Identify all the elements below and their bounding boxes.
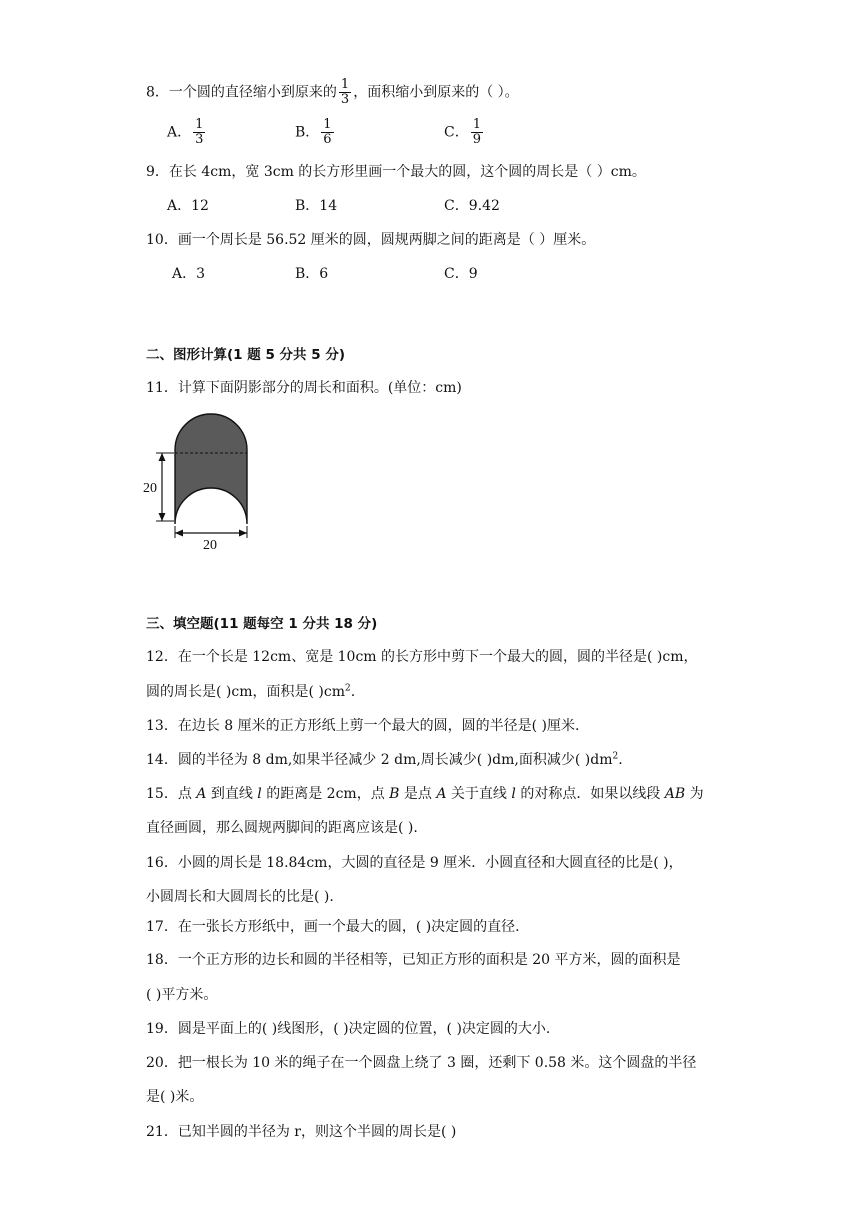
q8-option-c-fraction	[471, 118, 483, 147]
q8-fraction-numerator: 1	[340, 77, 350, 92]
shaded-region	[175, 414, 247, 524]
q8-option-b[interactable]	[295, 118, 336, 147]
question-20-line-2: 是( )米。	[146, 1089, 204, 1105]
q12-line-2-end: .	[350, 684, 356, 700]
q14-superscript: 2	[612, 751, 619, 762]
question-14	[146, 750, 623, 770]
q14-end: .	[618, 752, 623, 768]
q8-option-c-denominator: 9	[472, 132, 481, 147]
q8-fraction-denominator: 3	[340, 92, 350, 107]
q15-text-c: 的距离是 2cm，点	[261, 786, 390, 802]
q8-option-b-label: B．	[295, 124, 320, 141]
question-18-line-2: ( )平方米。	[146, 987, 218, 1003]
q12-line-2-text: 圆的周长是( )cm，面积是( )cm	[146, 684, 345, 700]
q15-text-b: 到直线	[206, 786, 258, 802]
width-label: 20	[203, 538, 217, 553]
q15-segment-ab: AB	[664, 786, 686, 802]
q10-option-c[interactable]: C．9	[444, 266, 478, 282]
q12-superscript: 2	[344, 683, 351, 694]
height-label: 20	[143, 481, 157, 496]
q8-text-pre: 一个圆的直径缩小到原来的	[168, 84, 337, 101]
question-11: 11．计算下面阴影部分的周长和面积。(单位：cm)	[146, 380, 462, 396]
q8-option-c-numerator: 1	[472, 117, 481, 132]
q9-option-c[interactable]: C．9.42	[444, 198, 500, 214]
q8-text-post: ，面积缩小到原来的（ ）。	[353, 84, 519, 101]
q15-text-d: 是点	[399, 786, 437, 802]
question-17: 17．在一张长方形纸中，画一个最大的圆，( )决定圆的直径.	[146, 919, 520, 935]
question-16-line-2: 小圆周长和大圆周长的比是( ).	[146, 889, 334, 905]
question-10: 10．画一个周长是 56.52 厘米的圆，圆规两脚之间的距离是（ ）厘米。	[146, 232, 596, 248]
q8-option-c-label: C．	[444, 124, 469, 141]
question-15-line-1	[146, 784, 704, 804]
q15-text-g: 为	[685, 786, 704, 802]
q10-option-b[interactable]: B．6	[295, 266, 329, 282]
section-2-title: 二、图形计算(1 题 5 分共 5 分)	[146, 347, 346, 363]
question-9: 9．在长 4cm，宽 3cm 的长方形里画一个最大的圆，这个圆的周长是（ ）cm。	[146, 164, 646, 180]
section-3-title: 三、填空题(11 题每空 1 分共 18 分)	[146, 616, 378, 632]
q8-option-b-fraction	[321, 118, 333, 147]
question-19: 19．圆是平面上的( )线图形，( )决定圆的位置，( )决定圆的大小.	[146, 1021, 551, 1037]
width-arrow-left	[175, 530, 183, 537]
shaded-figure	[140, 408, 260, 553]
q8-option-c[interactable]	[444, 118, 485, 147]
question-12-line-1: 12．在一个长是 12cm、宽是 10cm 的长方形中剪下一个最大的圆，圆的半径是( )cm，	[146, 649, 698, 665]
height-arrow-top	[159, 453, 166, 461]
q15-point-a-2: A	[436, 786, 447, 802]
question-20-line-1: 20．把一根长为 10 米的绳子在一个圆盘上绕了 3 圈，还剩下 0.58 米。这个圆盘的半径	[146, 1055, 697, 1071]
q15-line-l: l	[257, 786, 262, 802]
q15-point-b: B	[389, 786, 400, 802]
q8-option-b-numerator: 1	[323, 117, 332, 132]
question-15-line-2: 直径画圆，那么圆规两脚间的距离应该是( ).	[146, 820, 418, 836]
q15-text-e: 关于直线	[446, 786, 512, 802]
q8-fraction	[339, 78, 351, 107]
q14-text: 14．圆的半径为 8 dm,如果半径减少 2 dm,周长减少( )dm,面积减少( )dm	[146, 752, 613, 768]
q15-text-a: 15．点	[146, 786, 197, 802]
width-arrow-right	[239, 530, 247, 537]
q9-option-b[interactable]: B．14	[295, 198, 338, 214]
q9-option-a[interactable]: A．12	[167, 198, 209, 214]
q8-option-a-label: A．	[167, 124, 192, 141]
q15-line-l-2: l	[511, 786, 516, 802]
q8-option-a-denominator: 3	[195, 132, 204, 147]
q8-option-a[interactable]	[167, 118, 207, 147]
q8-option-a-fraction	[193, 118, 205, 147]
q15-point-a: A	[196, 786, 207, 802]
question-12-line-2	[146, 682, 355, 702]
question-18-line-1: 18．一个正方形的边长和圆的半径相等，已知正方形的面积是 20 平方米，圆的面积是	[146, 952, 681, 968]
question-13: 13．在边长 8 厘米的正方形纸上剪一个最大的圆，圆的半径是( )厘米.	[146, 718, 580, 734]
question-16-line-1: 16．小圆的周长是 18.84cm，大圆的直径是 9 厘米．小圆直径和大圆直径的比是( )，	[146, 855, 683, 871]
q8-option-a-numerator: 1	[195, 117, 204, 132]
question-8	[146, 78, 519, 107]
q8-number: 8．	[146, 84, 169, 101]
question-21: 21．已知半圆的半径为 r，则这个半圆的周长是( )	[146, 1124, 457, 1140]
height-arrow-bottom	[159, 513, 166, 521]
q10-option-a[interactable]: A．3	[172, 266, 206, 282]
q15-text-f: 的对称点．如果以线段	[515, 786, 665, 802]
q8-option-b-denominator: 6	[323, 132, 332, 147]
